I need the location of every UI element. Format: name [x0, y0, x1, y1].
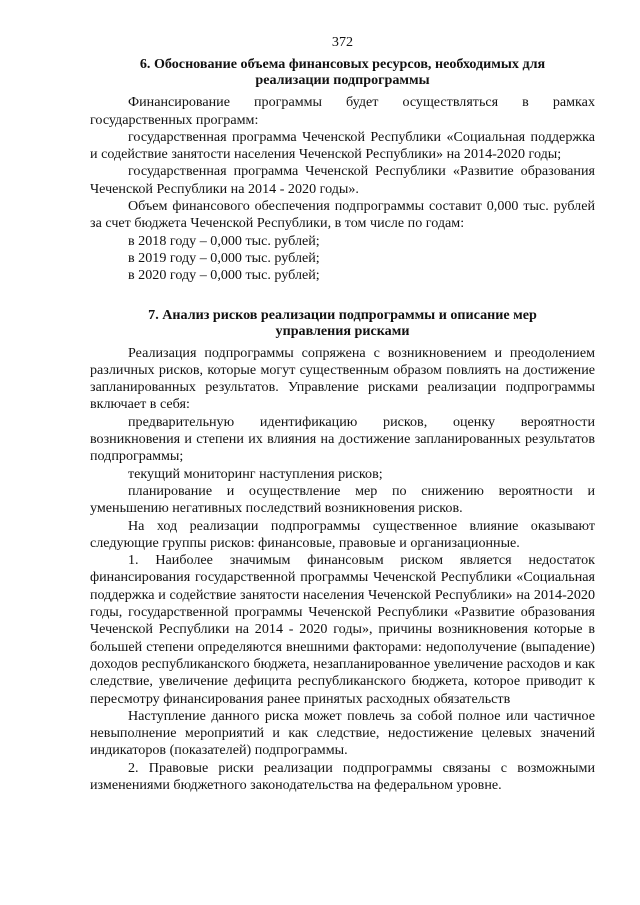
- paragraph: 1. Наиболее значимым финансовым риском является недостаток финансирования государственной программы Чеченской Республики «Социальная поддержка и содействие занятости населения Чеченской Республики» на 2014-2020 годы, государственной программы Чеченской Республики «Развитие образования Чеченской Республики на 2014 - 2020 годы», причины возникновения которые в большей степени определяются внешними факторами: недополучение (выпадение) доходов республиканского бюджета, незапланированное увеличение расходов и как следствие, увеличение дефицита республиканского бюджета, которое приводит к пересмотру финансирования ранее принятых расходных обязательств: [90, 552, 595, 707]
- section-7-title: [90, 307, 595, 339]
- section-6-title-line1: 6. Обоснование объема финансовых ресурсов, необходимых для: [139, 56, 546, 73]
- paragraph: в 2019 году – 0,000 тыс. рублей;: [128, 249, 320, 266]
- paragraph: в 2020 году – 0,000 тыс. рублей;: [128, 267, 320, 284]
- page-number: 372: [331, 34, 354, 50]
- section-7-body: [90, 345, 595, 795]
- section-7-title-line1: 7. Анализ рисков реализации подпрограммы и описание мер: [148, 306, 537, 323]
- paragraph: предварительную идентификацию рисков, оценку вероятности возникновения и степени их влияния на достижение запланированных результатов подпрограммы;: [90, 413, 595, 465]
- section-6-body: [90, 94, 595, 284]
- paragraph: в 2018 году – 0,000 тыс. рублей;: [128, 232, 320, 249]
- paragraph: Реализация подпрограммы сопряжена с возникновением и преодолением различных рисков, которые могут существенным образом повлиять на достижение запланированных результатов. Управление рисками реализации подпрограммы включает в себя:: [90, 344, 595, 413]
- paragraph: Объем финансового обеспечения подпрограммы составит 0,000 тыс. рублей за счет бюджета Чеченской Республики, в том числе по годам:: [90, 198, 595, 232]
- section-7-title-line2: управления рисками: [275, 322, 410, 339]
- section-6-title: [90, 56, 595, 88]
- paragraph: 2. Правовые риски реализации подпрограммы связаны с возможными изменениями бюджетного законодательства на федеральном уровне.: [90, 759, 595, 793]
- section-6-title-line2: реализации подпрограммы: [255, 72, 430, 89]
- paragraph: текущий мониторинг наступления рисков;: [128, 465, 383, 482]
- paragraph: государственная программа Чеченской Республики «Социальная поддержка и содействие занятости населения Чеченской Республики» на 2014-2020 годы;: [90, 128, 595, 163]
- paragraph: государственная программа Чеченской Республики «Развитие образования Чеченской Республики на 2014 - 2020 годы».: [90, 163, 595, 197]
- paragraph: Финансирование программы будет осуществляться в рамках государственных программ:: [90, 94, 595, 128]
- paragraph: планирование и осуществление мер по снижению вероятности и уменьшению негативных последствий возникновения рисков.: [90, 482, 595, 517]
- paragraph: Наступление данного риска может повлечь за собой полное или частичное невыполнение мероприятий и как следствие, недостижение целевых значений индикаторов (показателей) подпрограммы.: [90, 707, 595, 759]
- document-page: [90, 34, 595, 794]
- paragraph: На ход реализации подпрограммы существенное влияние оказывают следующие группы рисков: финансовые, правовые и организационные.: [90, 517, 595, 551]
